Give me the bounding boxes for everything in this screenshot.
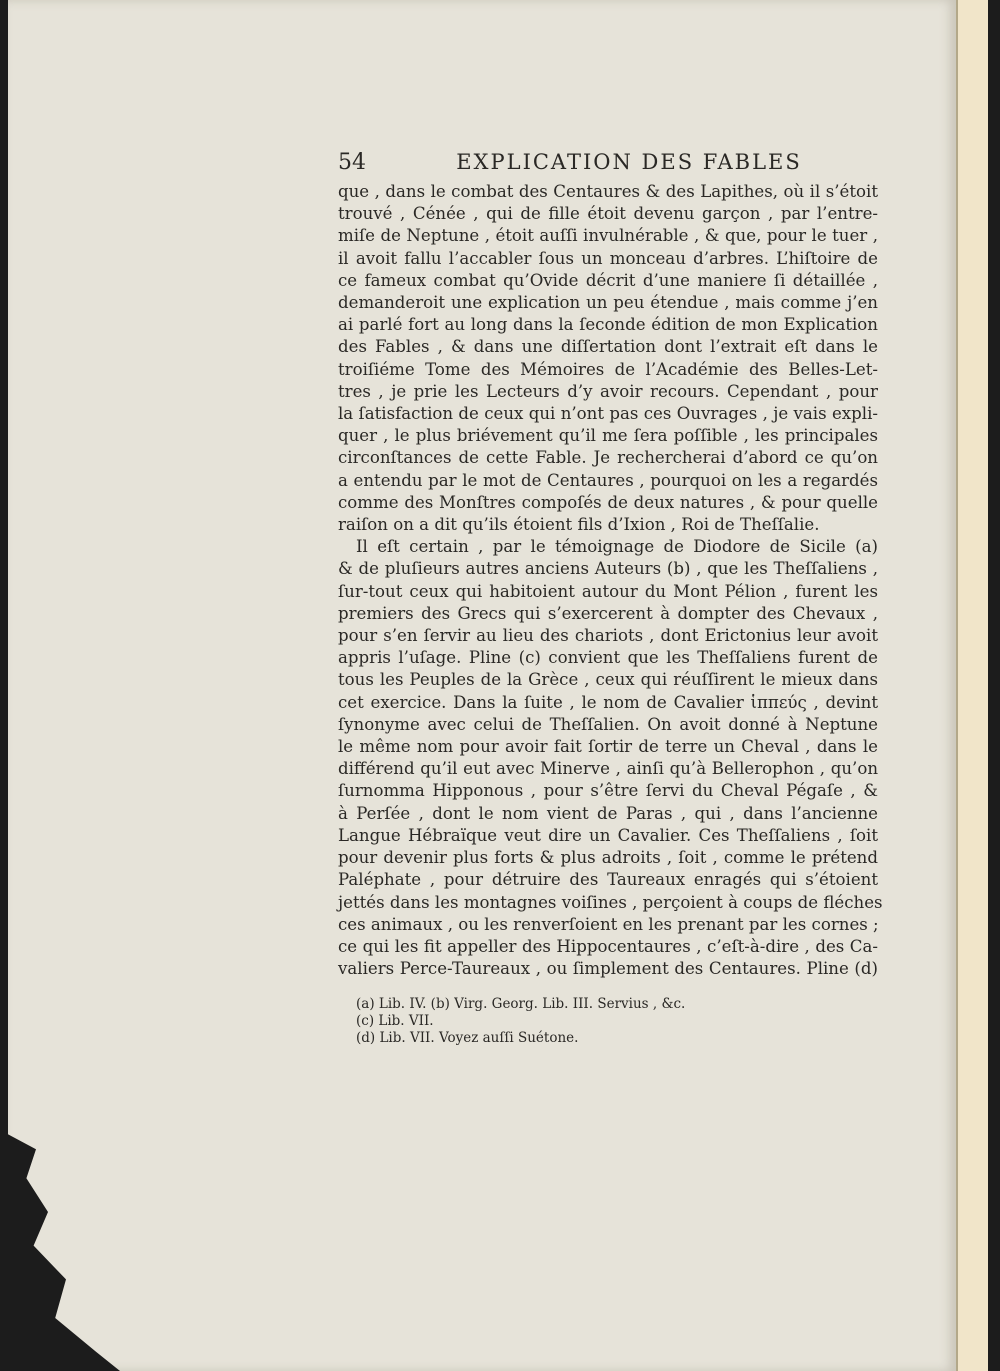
footnotes xyxy=(338,996,878,1047)
paragraph-2 xyxy=(338,536,883,980)
text-line: ſynonyme avec celui de Theſſalien. On avoit donné à Neptune xyxy=(338,714,878,734)
text-line: miſe de Neptune , étoit auſſi invulnérable , & que, pour le tuer , xyxy=(338,226,878,246)
text-line: a entendu par le mot de Centaures , pourquoi on les a regardés xyxy=(338,470,878,490)
running-head xyxy=(338,150,878,175)
text-line: appris l’uſage. Pline (c) convient que les Theſſaliens furent de xyxy=(338,648,878,668)
text-line: ſurnomma Hipponous , pour s’être ſervi du Cheval Pégaſe , & xyxy=(338,781,878,801)
text-line: tres , je prie les Lecteurs d’y avoir recours. Cependant , pour xyxy=(338,381,878,401)
footnote: (a) Lib. IV. (b) Virg. Georg. Lib. III. Servius , &c. xyxy=(356,996,686,1013)
text-line: ce fameux combat qu’Ovide décrit d’une maniere ſi détaillée , xyxy=(338,270,878,290)
text-line: la ſatisfaction de ceux qui n’ont pas ces Ouvrages , je vais expli- xyxy=(338,404,878,424)
text-line: comme des Monſtres compoſés de deux natures , & pour quelle xyxy=(338,492,878,512)
text-line: jettés dans les montagnes voiſines , perçoient à coups de fléches xyxy=(338,892,883,912)
text-line: ſur-tout ceux qui habitoient autour du Mont Pélion , furent les xyxy=(338,581,878,601)
text-line: circonſtances de cette Fable. Je rechercherai d’abord ce qu’on xyxy=(338,448,878,468)
text-line: tous les Peuples de la Grèce , ceux qui réuſſirent le mieux dans xyxy=(338,670,878,690)
text-block xyxy=(338,150,883,1047)
text-line: pour s’en ſervir au lieu des chariots , dont Erictonius leur avoit xyxy=(338,626,878,646)
text-line: valiers Perce-Taureaux , ou ſimplement des Centaures. Pline (d) xyxy=(338,959,878,979)
text-line: Langue Hébraïque veut dire un Cavalier. Ces Theſſaliens , ſoit xyxy=(338,825,878,845)
text-line: des Fables , & dans une diſſertation dont l’extrait eſt dans le xyxy=(338,337,878,357)
text-line: différend qu’il eut avec Minerve , ainſi qu’à Bellerophon , qu’on xyxy=(338,759,878,779)
text-line: ai parlé fort au long dans la ſeconde édition de mon Explication xyxy=(338,315,878,335)
text-line: cet exercice. Dans la ſuite , le nom de Cavalier ἱππεύς , devint xyxy=(338,692,878,712)
text-line: raiſon on a dit qu’ils étoient fils d’Ixion , Roi de Theſſalie. xyxy=(338,515,820,535)
text-line: pour devenir plus forts & plus adroits , ſoit , comme le prétend xyxy=(338,848,878,868)
facing-page-edge xyxy=(956,0,988,1371)
text-line: ces animaux , ou les renverſoient en les prenant par les cornes ; xyxy=(338,914,879,934)
text-line: premiers des Grecs qui s’exercerent à dompter des Chevaux , xyxy=(338,603,878,623)
footnote: (d) Lib. VII. Voyez auſſi Suétone. xyxy=(356,1030,579,1047)
text-line: troiſiéme Tome des Mémoires de l’Académie des Belles-Let- xyxy=(338,359,878,379)
text-line: à Perſée , dont le nom vient de Paras , qui , dans l’ancienne xyxy=(338,803,878,823)
text-line: demanderoit une explication un peu étendue , mais comme j’en xyxy=(338,293,878,313)
text-line: quer , le plus briévement qu’il me ſera poſſible , les principales xyxy=(338,426,878,446)
text-line: Paléphate , pour détruire des Taureaux enragés qui s’étoient xyxy=(338,870,878,890)
text-line: il avoit fallu l’accabler ſous un monceau d’arbres. L’hiſtoire de xyxy=(338,248,878,268)
footnote: (c) Lib. VII. xyxy=(356,1013,434,1030)
text-line: le même nom pour avoir fait ſortir de terre un Cheval , dans le xyxy=(338,737,878,757)
paragraph-1 xyxy=(338,181,878,536)
text-line: Il eſt certain , par le témoignage de Diodore de Sicile (a) xyxy=(356,537,878,557)
text-line: & de pluſieurs autres anciens Auteurs (b) , que les Theſſaliens , xyxy=(338,559,878,579)
text-line: ce qui les fit appeller des Hippocentaures , c’eſt-à-dire , des Ca- xyxy=(338,936,878,956)
text-line: trouvé , Cénée , qui de fille étoit devenu garçon , par l’entre- xyxy=(338,204,878,224)
text-line: que , dans le combat des Centaures & des Lapithes, où il s’étoit xyxy=(338,182,878,201)
page-number: 54 xyxy=(338,150,366,175)
page-title: EXPLICATION DES FABLES xyxy=(456,150,802,174)
